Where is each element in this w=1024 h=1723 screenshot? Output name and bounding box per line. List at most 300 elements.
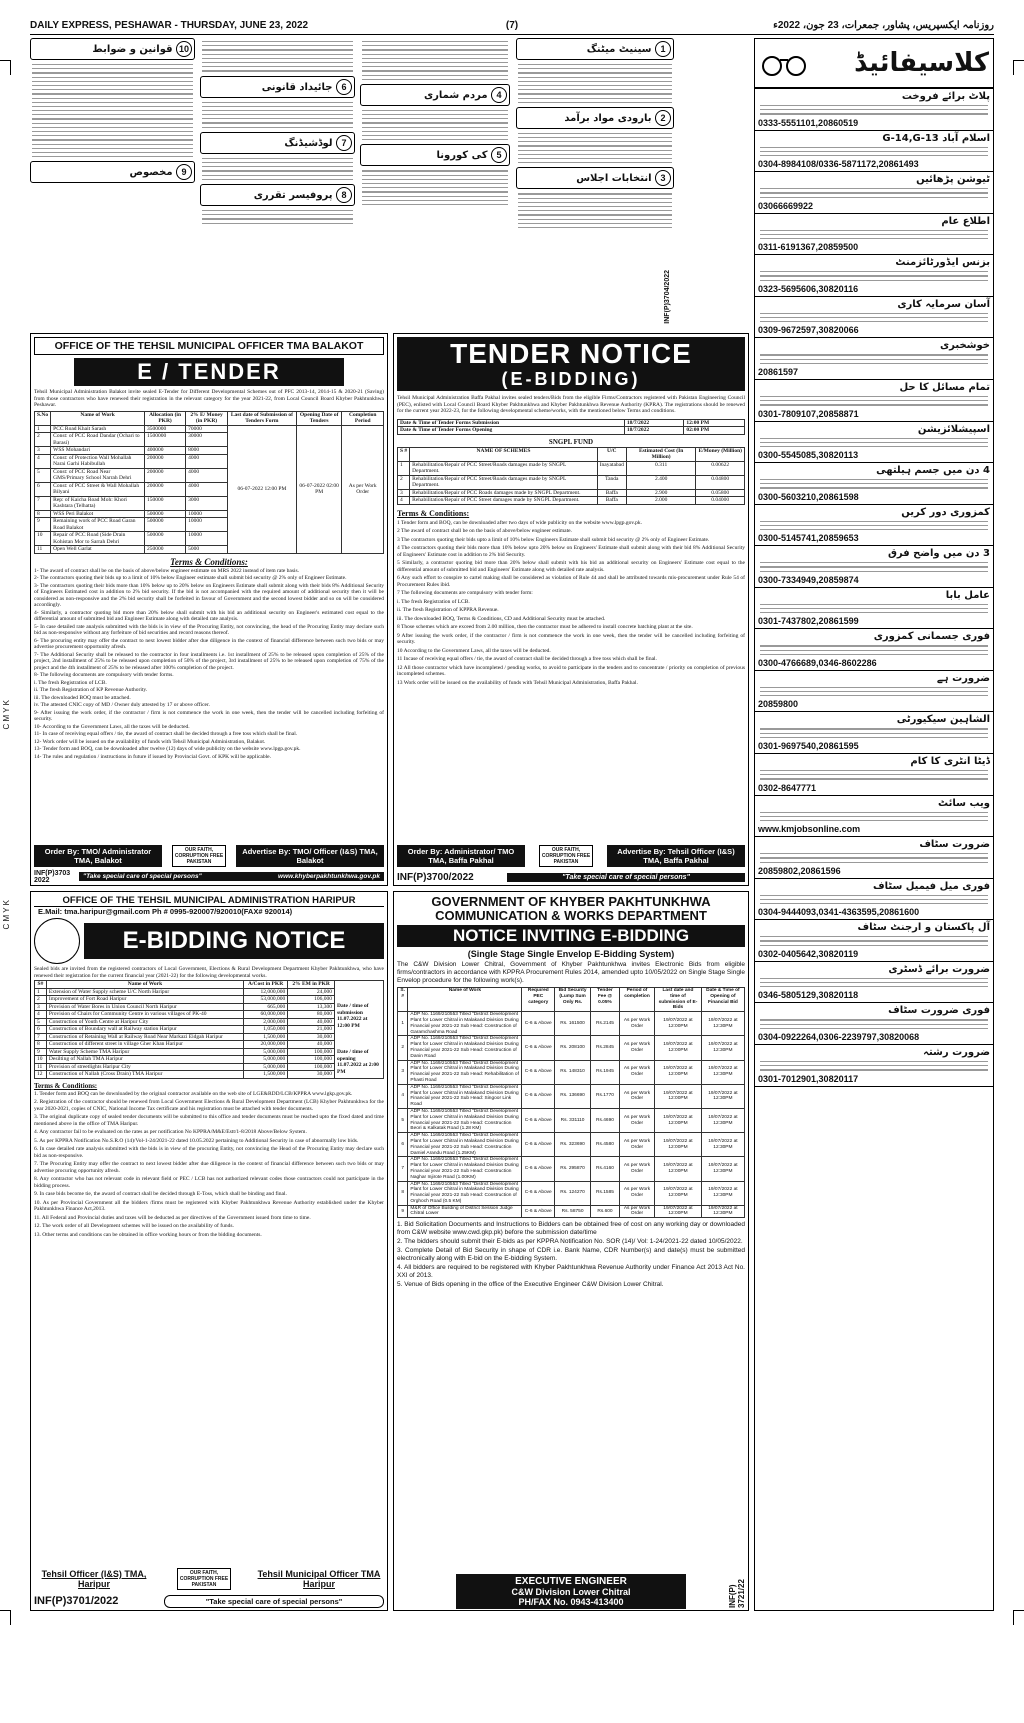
news-title: لوڈشیڈنگ [284, 137, 333, 149]
classified-item [755, 1045, 993, 1087]
table-cell: Rs. 161500 [555, 1012, 591, 1036]
table-header: Last date of Submission of Tenders Form [227, 411, 296, 425]
news-number: 2 [655, 110, 671, 126]
text-line [760, 105, 988, 106]
table-cell: 6 [398, 1133, 408, 1157]
classified-item [755, 1003, 993, 1045]
classified-item [755, 879, 993, 921]
text-line [760, 982, 988, 983]
table-cell: As per Work Order [619, 1036, 654, 1060]
tender-title: E-BIDDING NOTICE [84, 923, 384, 959]
classified-phone: 0300-5603210,20861598 [758, 491, 859, 502]
text-line [760, 275, 988, 276]
term-item: 5. As per KPPRA Notification No.S.R.O (14)/Vol-1-24/2021-22 dated 10.05.2022 pertaining to Additional Security in case of abnormally low bids. [34, 1137, 359, 1144]
table-cell: Rs.2845 [591, 1036, 620, 1060]
table-cell: C-6 & Above [522, 1108, 555, 1132]
news-title: سینیٹ میٹنگ [586, 44, 652, 55]
tender-footer [394, 843, 748, 885]
term-item: 6. In case detailed rate analysis submitted with the bids is in view of the procuring Entity, not convincing the Head of the Procuring Entity may declare such bid as non-responsive. [34, 1146, 384, 1159]
table-cell: 19/07/2022 at 12:30PM [701, 1133, 744, 1157]
table-cell: As per Work Order [619, 1108, 654, 1132]
term-item: 9 After issuing the work order, if the contractor / firm is not commence the work in one week, then the tender will be cancelled including forfeiting of security. [397, 632, 745, 645]
classified-item [755, 338, 993, 380]
order-by: Tehsil Officer (I&S) TMA, Haripur [41, 1569, 147, 1590]
text-line [760, 280, 988, 281]
news-title: پروفیسر تقرری [253, 189, 333, 201]
text-line [760, 192, 988, 193]
table-cell: 19/07/2022 at 12:30PM [701, 1108, 744, 1132]
table-cell: 1,500,000 [244, 1033, 288, 1041]
text-line [760, 853, 988, 854]
table-header: Period of completion [619, 988, 654, 1012]
text-line [760, 230, 988, 231]
text-line [760, 234, 988, 235]
table-cell: 1 [398, 1012, 408, 1036]
table-row [35, 1063, 335, 1071]
term-item: 1. Tender form and BOQ can be downloaded by the original contractor available on the web site of LGE&RDD/LCB/KPPRA www.lgkp.gov.pk. [34, 1090, 353, 1097]
term-item: 7. The Procuring Entity may offer the contract to next lowest bidder after due diligence in the context of financial difference between such two bids or may advertise procuring opportunity afresh. [34, 1161, 384, 1174]
classified-item [755, 131, 993, 173]
classified-heading: عامل بابا [945, 589, 990, 601]
news-column [200, 38, 355, 326]
notes-list [397, 1221, 745, 1289]
classified-phone: 0304-9444093,0341-4363595,20861600 [758, 907, 920, 918]
tender-table [397, 987, 745, 1218]
classified-phone: 0300-5145741,20859653 [758, 533, 859, 544]
text-line [760, 321, 988, 322]
table-cell: Rs.1585 [591, 1181, 620, 1205]
classified-item [755, 89, 993, 131]
classified-heading: ضرورت رشتہ [923, 1046, 990, 1058]
text-line [760, 903, 988, 904]
terms-list [34, 568, 384, 761]
table-cell: 80,000 [288, 1011, 335, 1019]
handcuffs-icon [759, 43, 809, 83]
terms-list [397, 520, 745, 687]
classified-heading: اسلام آباد G-14,G-13 [882, 132, 990, 144]
table-cell: 2.000 [626, 497, 696, 505]
table-row [398, 1157, 745, 1181]
term-item: 13- Tender form and BOQ, can be downloaded after twelve (12) days of wide publicity on the website www.lpgp.gov.pk. [34, 746, 301, 752]
government-seal-icon [34, 918, 80, 964]
table-row [35, 1056, 335, 1064]
news-headline [516, 38, 674, 60]
terms-title: Terms & Conditions: [170, 556, 248, 567]
term-item: 9- After issuing the work order, if the contractor / firm is not commence the work in one week, then the tender will be cancelled including forfeiting of security. [34, 709, 384, 722]
table-cell: C-6 & Above [522, 1084, 555, 1108]
term-item: 10 According to the Government Laws, all the taxes will be deducted. [397, 647, 551, 654]
text-line [760, 151, 988, 152]
bidding-system: (Single Stage Single Envelop E-Bidding System) [467, 949, 675, 959]
classified-item [755, 422, 993, 464]
text-line [760, 645, 988, 646]
table-cell: Rehabilitation/Repair of PCC Roads damages made by SNGPL Department. [410, 489, 598, 497]
classified-item [755, 546, 993, 588]
text-line [760, 109, 988, 110]
term-item: 7- The Additional Security shall be released to the contractor in four installments i.e. 1st installment of 25% to be released upon completion of 25% of the project, 2nd installment of 25% to be released upon completion of 50% of the project, 3rd installment of 25% to be released upon completion of 75% of the project and the 4th installment of 25% to be released after 100% completion of the project. [34, 651, 384, 671]
government-title: GOVERNMENT OF KHYBER PAKHTUNKHWA [431, 894, 711, 909]
table-cell: Rs.4690 [591, 1108, 620, 1132]
tender-table [34, 980, 335, 1079]
term-item: 12 All those contractor which have incompleted / pending works, to avoid to participate in the tenders and to concentrate / priority on completion of previous incompleted schemes. [397, 664, 745, 677]
text-line [760, 737, 988, 738]
term-item: 11- In case of receiving equal offers / tie, the award of contract shall be decided through a free toss which shall be final. [34, 731, 298, 737]
classified-heading: فوری ضرورت سٹاف [888, 1005, 990, 1017]
text-line [760, 774, 988, 775]
news-number: 9 [176, 164, 192, 180]
table-cell: Tanda [597, 475, 626, 489]
table-cell: 19/07/2022 at 12:30PM [701, 1084, 744, 1108]
table-header: A/Cost in PKR [244, 981, 288, 989]
table-cell: ADP No. 1169/210553 Titled "District Development Plant for Lower Chitral in Malakand Division During Financial year 2021-22 Sub Head: Construction of Garamchashma Road [408, 1012, 522, 1036]
special-persons-note: "Take special care of special persons" [83, 873, 202, 880]
term-item: 4 The contractors quoting their bids more than 10% below upto 20% below on Engineers' Estimate shall submit along with their bid 8% Additional Security of Engineers' Estimate cost in addition to 2% bid Security. [397, 545, 745, 558]
term-item: i. The fresh Registration of LCB. [34, 679, 107, 686]
note-item: 3. Complete Detail of Bid Security in shape of CDR i.e. Bank Name, CDR Number(s) and date(s) must be submitted electronically along with E-bid on the E-bidding System. [397, 1247, 745, 1263]
table-cell: Rehabilitation/Repair of PCC Street/Roads damages made by SNGPL Department. [410, 461, 598, 475]
news-title: مخصوص [129, 167, 173, 179]
table-cell: Rehabilitation/Repair of PCC Street/Roads damages made by SNGPL Department. [410, 475, 598, 489]
classified-phone: 0302-0405642,30820119 [758, 948, 859, 959]
text-line [760, 695, 988, 696]
text-line [760, 313, 988, 314]
classified-phone: 0302-8647771 [758, 782, 817, 793]
date-cell: 02:00 PM [684, 427, 745, 435]
table-cell: ADP No. 1169/210553 Titled "District Development Plant for Lower Chitral in Malakand Division During Financial year 2021-22 Sub Head: Construction of Danin Road [408, 1036, 522, 1060]
table-cell: Const: of PCC Road Dandar (Ochari to Barasi) [51, 433, 145, 447]
table-cell: 19/07/2022 at 12:30PM [701, 1157, 744, 1181]
classified-phone: 0301-7809107,20858871 [758, 408, 859, 419]
order-by: Order By: TMO/ Administrator TMA, Balakot [34, 845, 162, 867]
text-line [760, 525, 988, 526]
table-cell: C-6 & Above [522, 1133, 555, 1157]
table-cell: Rs. 208100 [555, 1036, 591, 1060]
term-item: 10- According to the Government Laws, all the taxes will be deducted. [34, 723, 190, 730]
tender-intro: Sealed bids are invited from the registered contractors of Local Government, Elections & Rural Development Department Khyber Pakhtunkhwa, who have renewed their registration for the current financial year (2021-22) for the following developmental works. [34, 966, 384, 979]
classified-heading: اطلاع عام [941, 215, 990, 227]
table-cell: 4 [35, 454, 51, 468]
term-item: 13. Other terms and conditions can be obtained in office working hours or from the bidding documents. [34, 1231, 262, 1238]
news-number: 10 [176, 41, 192, 57]
table-cell: Rs. 295870 [555, 1157, 591, 1181]
text-line [760, 778, 988, 779]
table-row [398, 1060, 745, 1084]
classified-heading: ڈیٹا انٹری کا کام [910, 756, 990, 767]
classified-heading: 4 دن میں جسم ہیلتھی [876, 465, 990, 477]
table-cell: As per Work Order [619, 1133, 654, 1157]
text-line [760, 612, 988, 613]
classified-phone: 0333-5551101,20860519 [758, 117, 859, 128]
table-cell: 30,000 [288, 1033, 335, 1041]
table-cell: ADP No. 1169/210553 Titled "District Development Plant for Lower Chitral in Malakand Division During Financial year 2021-22 Sub Head: Rehabilitation of Phasti Road [408, 1060, 522, 1084]
classified-item [755, 255, 993, 297]
text-line [760, 899, 988, 900]
term-item: 8. Any contractor who has not relevant code in relevant field or PEC / LCB has not authorized relevant codes those contractors could not participate in the bidding process. [34, 1176, 384, 1189]
table-cell: 100,000 [288, 1063, 335, 1071]
news-title: کی کورونا [436, 150, 488, 162]
term-item: 14- The rules and regulation / instructions in future if issued by Provincial Govt. of KPK will be applicable. [34, 753, 271, 760]
advertise-by: Advertise By: Tehsil Officer (I&S) TMA, Baffa Pakhal [607, 845, 745, 867]
news-number: 3 [655, 170, 671, 186]
table-cell: 2 [35, 433, 51, 447]
table-cell: Repair of PCC Road (Side Drain Kohistan Mor to Sarrah Dehri [51, 532, 145, 546]
news-column [360, 38, 510, 326]
table-row [35, 1011, 335, 1019]
classified-phone: 0346-5805129,30820118 [758, 990, 859, 1001]
table-row [35, 1071, 335, 1079]
text-line [760, 608, 988, 609]
classified-heading: کمزوری دور کریں [901, 506, 990, 518]
term-item: 3. The original duplicate copy of sealed tender documents will be submitted to this office and tender documents must be reached upto the fixed dated and time mentioned above in the office of TMA Haripur. [34, 1114, 384, 1127]
term-item: 10. As per Provincial Government all the bidders /firms must be registered with Khyber Pakhtunkhwa Revenue Authority established under the Khyber Pakhtunkhwa Finance Act,2013. [34, 1199, 384, 1212]
table-cell: Const: of PCC Street & Wall Mohallah Bilyani [51, 482, 145, 496]
table-row [35, 988, 335, 996]
table-cell: 500000 [144, 532, 185, 546]
text-line [760, 442, 988, 443]
crop-mark [1014, 1610, 1024, 1611]
table-row [398, 497, 745, 505]
table-cell: 11 [35, 546, 51, 554]
table-cell: 100,000 [288, 1048, 335, 1056]
table-cell: 19/07/2022 at 12:00PM [655, 1084, 702, 1108]
classified-heading: ضرورت برائے ڈسٹری [888, 963, 990, 975]
classified-item [755, 837, 993, 879]
table-row [35, 1048, 335, 1056]
crop-mark [10, 1610, 11, 1625]
table-cell: 200000 [144, 482, 185, 496]
text-line [760, 978, 988, 979]
news-section [30, 38, 676, 328]
term-item: 4- Similarly, a contractor quoting bid more than 20% below shall submit with his bid an additional security on Engineer's estimated cost equal to the differential amount of submitted bid and Engineer Estimate along with detailed rate analysis. [34, 609, 384, 622]
text-line [760, 155, 988, 156]
tender-intro: Tehsil Municipal Administration Baffa Pakhal invites sealed tenders/Bids from the eligible Firms/Contractors registered with Pakistan Engineering Council (PEC), enlisted with Local Council Board Khyber Pakhtunkhwa and Khyber Pakhtunkhwa Revenue Authority (KPRA). The registrations should be renewed for the current year 2022-23, for the following developmental scheme/works, with the mentioned below Terms and conditions. [397, 395, 745, 414]
classified-phone: 0300-7334949,20859874 [758, 574, 859, 585]
tender-footer [31, 843, 387, 885]
table-cell: Const: of PCC Road Near GMS/Primary School Narrah Dehri [51, 468, 145, 482]
text-line [760, 1028, 988, 1029]
table-header: S.No [35, 411, 51, 425]
classified-heading: 3 دن میں واضح فرق [887, 548, 990, 560]
text-line [760, 197, 988, 198]
table-cell: 6 [35, 482, 51, 496]
table-cell: 4 [398, 1084, 408, 1108]
submission-date: Date / time of submission 11.07.2022 at 12:00 PM [337, 1003, 369, 1029]
table-cell: ADP No. 1169/210553 Titled "District Development Plant for Lower Chitral in Malakand Division During Financial year 2021-22 Sub Head: Construction of Orghoch Road (0.5 KM) [408, 1181, 522, 1205]
table-cell: 19/07/2022 at 12:30PM [701, 1060, 744, 1084]
table-header: Name of Work [46, 981, 243, 989]
date-cell: Date & Time of Tender Forms Opening [398, 427, 625, 435]
text-line [760, 728, 988, 729]
date-cell: 12:00 PM [684, 419, 745, 427]
table-cell: Construction of Nallah (Cross Drain) TMA Haripur [46, 1071, 243, 1079]
table-cell: WSS Peri Balakot [51, 510, 145, 518]
tma-balakot-tender [30, 333, 388, 886]
table-cell: 1 [35, 988, 47, 996]
date-cell: 18/7/2022 [624, 419, 684, 427]
table-cell: 19/07/2022 at 12:30PM [701, 1205, 744, 1218]
table-cell: 200000 [144, 454, 185, 468]
table-header: Opening Date of Tenders [296, 411, 342, 425]
note-item: 1. Bid Solicitation Documents and Instructions to Bidders can be obtained free of cost on any working day or downloaded from C&W website www.cwd.gkp.pk) before the submission date/time [397, 1221, 745, 1237]
text-line [760, 770, 988, 771]
table-header: Required PEC category [522, 988, 555, 1012]
tender-subtitle: (E-BIDDING) [397, 369, 745, 391]
classified-item [755, 712, 993, 754]
table-cell: 1500000 [144, 433, 185, 447]
table-cell: 19/07/2022 at 12:00PM [655, 1036, 702, 1060]
news-number: 4 [491, 87, 507, 103]
table-cell: 1 [398, 461, 410, 475]
table-row [398, 1133, 745, 1157]
table-cell: 5,000,000 [244, 1056, 288, 1064]
table-cell: Rs. 124270 [555, 1181, 591, 1205]
term-item: 4. Any contractor fail to be evaluated on the rates as per notification No KPPRA/M&E/Estt/1-8/2018 Above/Below System. [34, 1129, 307, 1135]
classified-item [755, 754, 993, 796]
table-cell: 19/07/2022 at 12:00PM [655, 1181, 702, 1205]
text-line [760, 691, 988, 692]
classified-phone: 20859800 [758, 699, 799, 710]
classified-heading: بزنس ایڈورٹائزمنٹ [895, 257, 990, 269]
table-cell: 4000 [186, 454, 228, 468]
table-cell: Improvement of Fort Road Haripur [46, 996, 243, 1004]
inf-number: INF(P)3701/2022 [34, 1595, 119, 1608]
table-cell: Rs.2145 [591, 1012, 620, 1036]
table-header: Estimated Cost (In Million) [626, 447, 696, 461]
table-cell: 500000 [144, 510, 185, 518]
table-header: U/C [597, 447, 626, 461]
classified-heading: اسپیشلائزیشن [917, 423, 990, 435]
table-cell: 9 [398, 1205, 408, 1218]
table-cell: 3 [35, 447, 51, 455]
table-cell: 1,500,000 [244, 1071, 288, 1079]
table-cell: 0.04800 [696, 475, 745, 489]
table-cell: 19/07/2022 at 12:30PM [701, 1012, 744, 1036]
table-cell: ADP No. 1169/210553 Titled "District Development Plant for Lower Chitral in Malakand Division During Financial year 2021-22 Sub Head: Construction Naghar Injirote Road (1.00KM) [408, 1157, 522, 1181]
note-item: 4. All bidders are required to be registered with Khyber Pakhtunkhwa Revenue Authority under Finance Act 2013 Act No. XXI of 2013. [397, 1264, 745, 1280]
text-line [760, 936, 988, 937]
table-header: 2% EM in PKR [288, 981, 335, 989]
table-cell: Rs.4580 [591, 1133, 620, 1157]
term-item: 5- In case detailed rate analysis submitted with the bids is in view of the Procuring Entity, not convincing, the head of the Procuring Entity may declare such bid as non-responsive without any forfeiture of bid securities and record reasons thereof. [34, 623, 384, 636]
table-header: Last date and time of submission of E-Bids [655, 988, 702, 1012]
corruption-free-logo: OUR FAITH, CORRUPTION FREE PAKISTAN [539, 845, 593, 867]
table-cell: 6 [35, 1026, 47, 1034]
table-cell: 10 [35, 1056, 47, 1064]
term-item: 8 Those schemes which are exceed from 2.00 million, then the contractor must be adhered to install concrete batching plant at the site. [397, 624, 693, 630]
table-cell: C-6 & Above [522, 1205, 555, 1218]
crop-mark [1013, 1610, 1014, 1625]
term-item: ii. The fresh Registration of KPPRA Revenue. [397, 607, 499, 613]
text-line [760, 566, 988, 567]
tender-table [34, 411, 384, 554]
crop-mark [10, 60, 11, 75]
table-cell: Open Well Garlat [51, 546, 145, 554]
classified-phone: www.kmjobsonline.com [758, 824, 861, 835]
date-cell: Date & Time of Tender Forms Submission [398, 419, 625, 427]
table-cell: M&R of Office Building of District Session Judge Chitral Lower [408, 1205, 522, 1218]
table-row [35, 425, 384, 433]
table-row [398, 1181, 745, 1205]
text-line [760, 354, 988, 355]
term-item: 3 The contractors quoting their bids upto a limit of 10% below Engineers Estimate shall submit bid security @ 2% only of Engineer Estimate. [397, 536, 710, 543]
table-cell: 5000 [186, 546, 228, 554]
news-number: 8 [336, 187, 352, 203]
table-cell: 8000 [186, 447, 228, 455]
table-cell: 10 [35, 532, 51, 546]
table-cell: Provision of Water Bores in Union Council North Haripur [46, 1003, 243, 1011]
classified-phone: 0300-4766689,0346-8602286 [758, 657, 877, 668]
table-row [35, 1018, 335, 1026]
text-line [760, 654, 988, 655]
table-cell: PCC Road Khait Sarash [51, 425, 145, 433]
classified-item [755, 920, 993, 962]
classified-heading: آل پاکستان و ارجنٹ سٹاف [857, 922, 990, 934]
text-line [760, 562, 988, 563]
text-line [760, 604, 988, 605]
term-item: 2- The contractors quoting their bids up to a limit of 10% below Engineer estimate shall submit bid security @ 2% only of Engineer Estimate. [34, 575, 347, 581]
table-cell: 0.311 [626, 461, 696, 475]
header-urdu: روزنامہ ایکسپریس، پشاور، جمعرات، 23 جون، 2022ء [773, 20, 994, 31]
table-row [35, 1026, 335, 1034]
table-cell: 30,000 [288, 1071, 335, 1079]
term-item: 2 The award of contract shall be on the basis of above/below engineer estimate. [397, 528, 572, 534]
classified-item [755, 962, 993, 1004]
text-line [760, 479, 988, 480]
table-cell: 200000 [144, 468, 185, 482]
table-cell: 3500000 [144, 425, 185, 433]
classified-phone: 0309-9672597,30820066 [758, 325, 859, 336]
table-cell: 13,300 [288, 1003, 335, 1011]
classified-phone: 0301-9697540,20861595 [758, 741, 859, 751]
table-cell: 53,000,000 [244, 996, 288, 1004]
table-cell: 70000 [186, 425, 228, 433]
table-cell: C-6 & Above [522, 1036, 555, 1060]
table-cell: 2.900 [626, 489, 696, 497]
term-item: iii. The downloaded BOQ must be attached. [34, 694, 131, 701]
text-line [760, 986, 988, 987]
signer-title: EXECUTIVE ENGINEER [515, 1575, 627, 1587]
table-cell: 5,000,000 [244, 1048, 288, 1056]
text-line [760, 895, 988, 896]
classified-phone: 0323-5695606,30820116 [758, 283, 859, 294]
classified-heading: ضرورت ہے [936, 672, 990, 684]
table-cell: 2 [398, 1036, 408, 1060]
table-cell: 500000 [144, 518, 185, 532]
news-title: بارودی مواد برآمد [564, 112, 652, 124]
news-headline [200, 184, 355, 206]
text-line [760, 1024, 988, 1025]
text-line [760, 650, 988, 651]
classified-item [755, 463, 993, 505]
text-line [760, 812, 988, 813]
inf-number: INF(P) 3721/22 [728, 1579, 746, 1608]
inf-number: INF(P)3703 2022 [34, 869, 71, 884]
table-cell: 0.05800 [696, 489, 745, 497]
page-header [30, 18, 994, 35]
date-row [398, 419, 745, 427]
completion-period: As per Work Order [342, 425, 384, 553]
news-headline [200, 132, 355, 154]
tender-intro: Tehsil Municipal Administration Balakot invite sealed E-Tender for Different Developmental Schemes out of PFC 2013-14, 2014-15 & 2020-21 (Saving) from those contractors who have renewed their registration in the relevant category for the year 2021-22, from Local Council Board Khyber Pakhtunkhwa Peshawar. [34, 389, 384, 408]
term-item: i. The fresh Registration of LCB. [397, 598, 470, 605]
table-cell: Rs. 136690 [555, 1084, 591, 1108]
table-cell: 19/07/2022 at 12:30PM [701, 1036, 744, 1060]
table-row [398, 1012, 745, 1036]
table-header: Date & Time of Opening of Financial Bid [701, 988, 744, 1012]
table-cell: Desilting of Nallah TMA Haripur [46, 1056, 243, 1064]
text-line [760, 317, 988, 318]
cmyk-mark: C M Y K [2, 900, 11, 930]
